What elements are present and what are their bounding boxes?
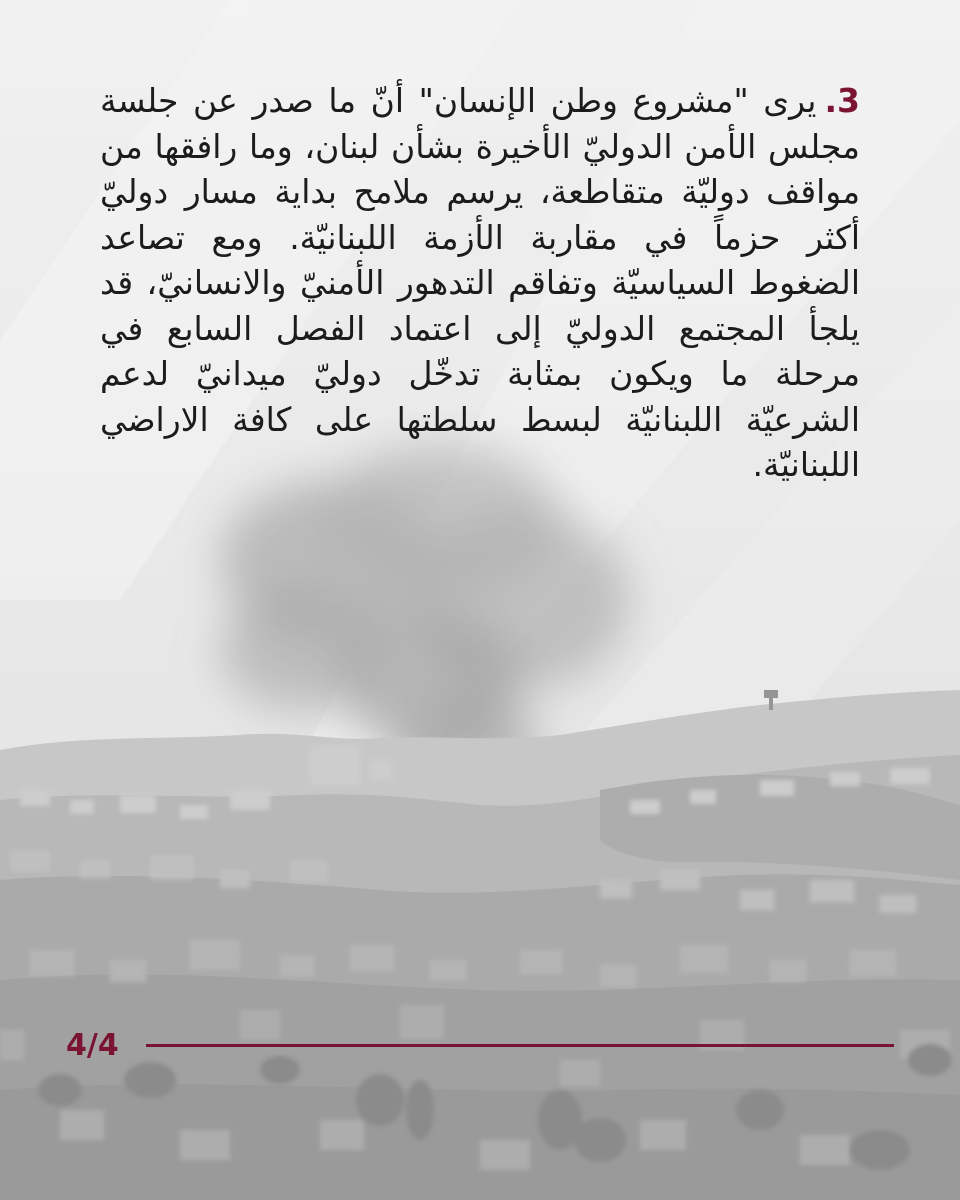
- item-number: 3.: [824, 81, 860, 120]
- paragraph-text: يرى "مشروع وطن الإنسان" أنّ ما صدر عن جلسة مجلس الأمن الدوليّ الأخيرة بشأن لبنان، وما رافقها من مواقف دوليّة متقاطعة، يرسم ملامح بداية مسار دوليّ أكثر حزماً في مقاربة الأزمة اللبنانيّة. ومع تصاعد الضغوط السياسيّة وتفاقم التدهور الأمنيّ والانسانيّ، قد يلجأ المجتمع الدوليّ إلى اعتماد الفصل السابع في مرحلة ما ويكون بمثابة تدخّل دوليّ ميدانيّ لدعم الشرعيّة اللبنانيّة لبسط سلطتها على كافة الاراضي اللبنانيّة.: [100, 81, 860, 484]
- footer-divider: [146, 1044, 894, 1047]
- page-indicator: 4/4: [66, 1028, 119, 1063]
- main-paragraph: [100, 78, 860, 488]
